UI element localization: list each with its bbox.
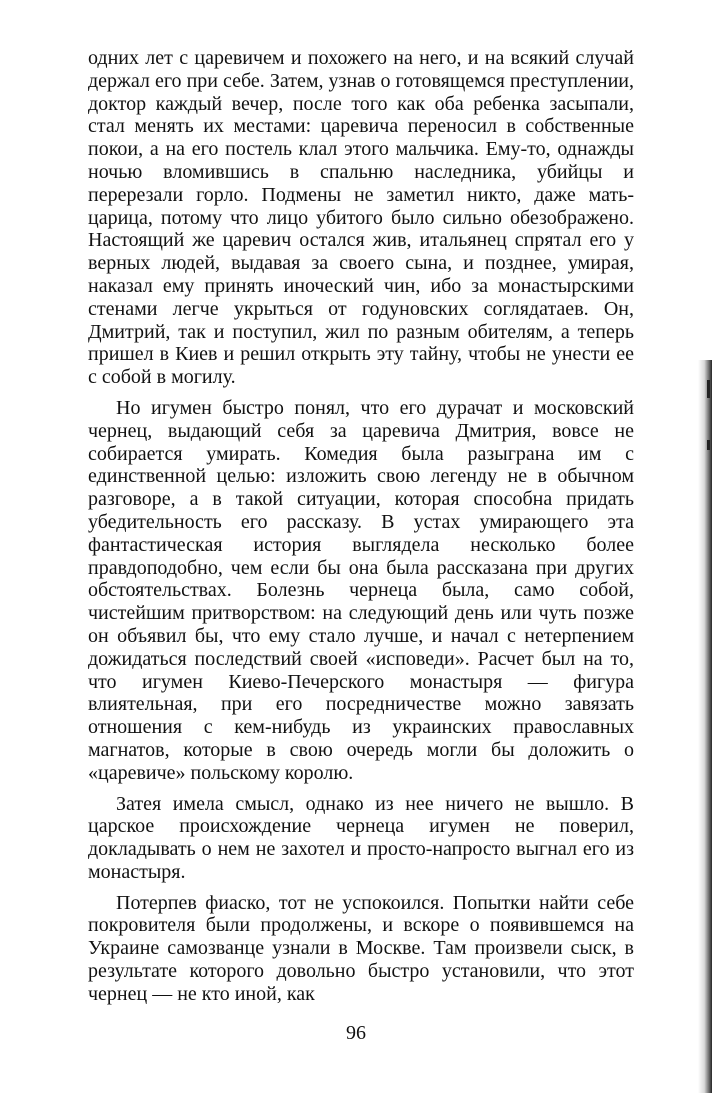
- paragraph-1: одних лет с царевичем и похожего на него, и на всякий случай держал его при себе. Затем, узнав о готовящемся преступлении, доктор каждый вечер, после того как оба ребенка засыпали, стал менять их местами: царевича переносил в собственные покои, а на его постель клал этого мальчика. Ему-то, однажды ночью вломившись в спальню наследника, убийцы и перерезали горло. Подмены не заметил никто, даже мать-царица, потому что лицо убитого было сильно обезображено. Настоящий же царевич остался жив, итальянец спрятал его у верных людей, выдавая за своего сына, и позднее, умирая, наказал ему принять иноческий чин, ибо за монастырскими стенами легче укрыться от годуновских соглядатаев. Он, Дмитрий, так и поступил, жил по разным обителям, а теперь пришел в Киев и решил открыть эту тайну, чтобы не унести ее с собой в могилу.: [88, 47, 634, 389]
- paragraph-3: Затея имела смысл, однако из нее ничего не вышло. В царское происхождение чернеца игумен не поверил, докладывать о нем не захотел и просто-напросто выгнал его из монастыря.: [88, 792, 634, 883]
- page-edge-shadow: [698, 360, 712, 1093]
- scan-speck: [707, 380, 710, 398]
- paragraph-4: Потерпев фиаско, тот не успокоился. Попытки найти себе покровителя были продолжены, и вскоре о появившемся на Украине самозванце узнали в Москве. Там произвели сыск, в результате которого довольно быстро установили, что этот чернец — не кто иной, как: [88, 891, 634, 1005]
- paragraph-2: Но игумен быстро понял, что его дурачат и московский чернец, выдающий себя за царевича Дмитрия, вовсе не собирается умирать. Комедия была разыграна им с единственной целью: изложить свою легенду не в обычном разговоре, а в такой ситуации, которая способна придать убедительность его рассказу. В устах умирающего эта фантастическая история выглядела несколько более правдоподобно, чем если бы она была рассказана при других обстоятельствах. Болезнь чернеца была, само собой, чистейшим притворством: на следующий день или чуть позже он объявил бы, что ему стало лучше, и начал с нетерпением дожидаться последствий своей «исповеди». Расчет был на то, что игумен Киево-Печерского монастыря — фигура влиятельная, при его посредничестве можно завязать отношения с кем-нибудь из украинских православных магнатов, которые в свою очередь могли бы доложить о «царевиче» польскому королю.: [88, 396, 634, 784]
- body-text: [88, 47, 634, 1014]
- page-number: 96: [346, 1022, 366, 1044]
- scan-speck: [707, 440, 710, 450]
